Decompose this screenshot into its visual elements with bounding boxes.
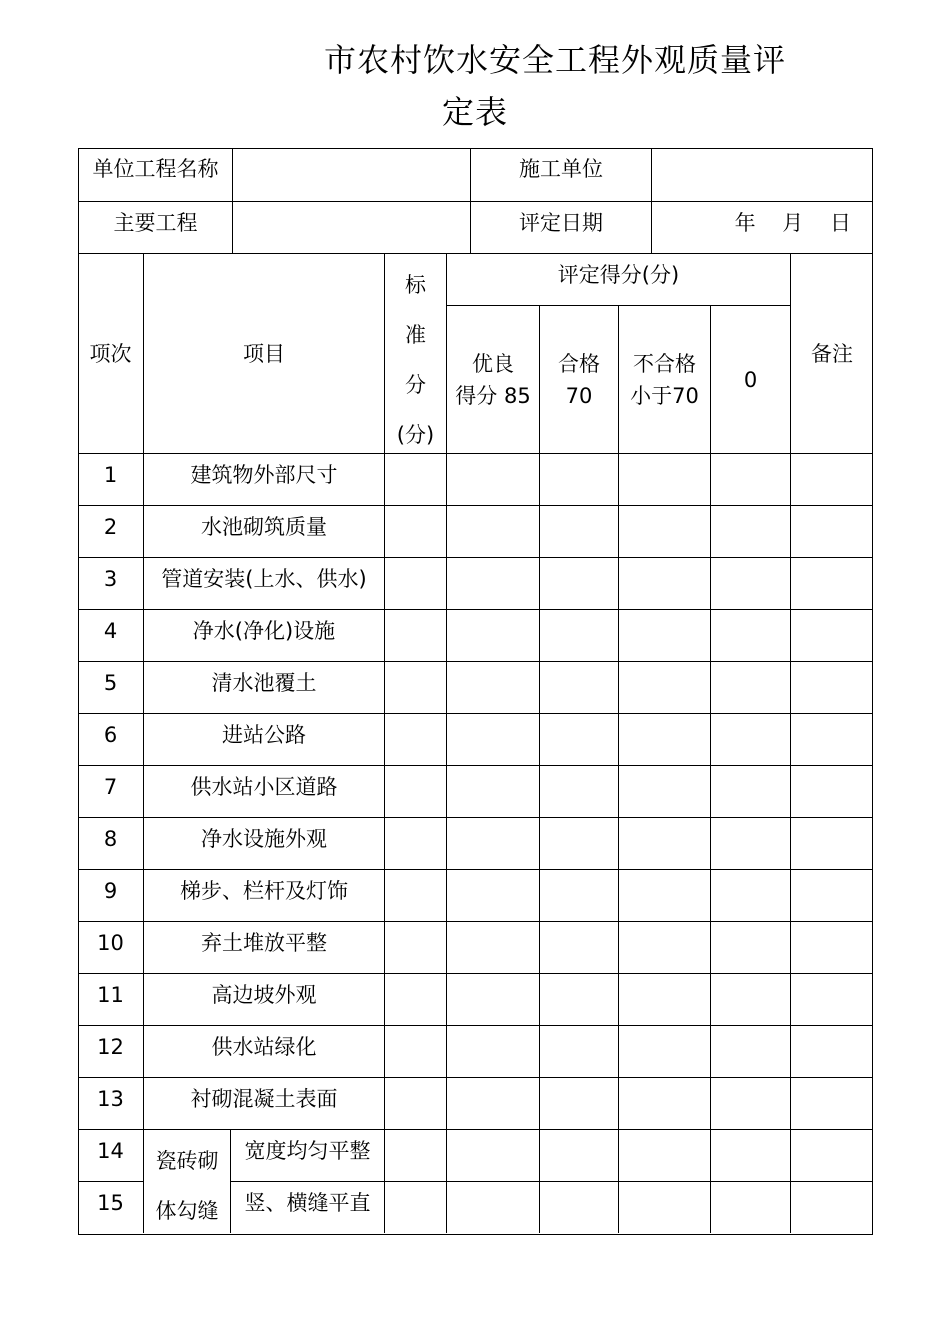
group-label [143, 1129, 230, 1233]
row-excellent[interactable] [446, 453, 539, 505]
row-index: 15 [78, 1181, 143, 1233]
row-item: 清水池覆土 [143, 661, 384, 713]
row-fail[interactable] [618, 609, 710, 661]
row-item: 净水(净化)设施 [143, 609, 384, 661]
row-fail[interactable] [618, 505, 710, 557]
row-index: 4 [78, 609, 143, 661]
row-standard[interactable] [384, 661, 446, 713]
page-title: 市农村饮水安全工程外观质量评 [323, 41, 786, 79]
pass-line2: 70 [565, 383, 593, 408]
group-label-line2: 体勾缝 [155, 1199, 219, 1223]
row-standard[interactable] [384, 1181, 446, 1233]
unit-project-label: 单位工程名称 [92, 157, 219, 181]
row-zero[interactable] [710, 1129, 790, 1181]
row-fail[interactable] [618, 1181, 710, 1233]
row-index: 9 [78, 869, 143, 921]
row-item: 水池砌筑质量 [143, 505, 384, 557]
row-standard[interactable] [384, 869, 446, 921]
contractor-value[interactable] [651, 148, 873, 201]
row-remarks[interactable] [790, 765, 873, 817]
contractor-label: 施工单位 [470, 148, 651, 201]
row-excellent[interactable] [446, 661, 539, 713]
fail-line2: 小于70 [630, 383, 699, 408]
row-remarks[interactable] [790, 1025, 873, 1077]
row-remarks[interactable] [790, 505, 873, 557]
row-item: 宽度均匀平整 [230, 1129, 384, 1181]
row-item: 供水站小区道路 [143, 765, 384, 817]
row-excellent[interactable] [446, 1077, 539, 1129]
row-standard[interactable] [384, 1129, 446, 1181]
row-index: 3 [78, 557, 143, 609]
standard-char-1: 标 [405, 273, 426, 297]
row-remarks[interactable] [790, 713, 873, 765]
row-zero[interactable] [710, 557, 790, 609]
row-fail[interactable] [618, 1025, 710, 1077]
row-pass[interactable] [539, 1129, 618, 1181]
row-index: 1 [78, 453, 143, 505]
row-fail[interactable] [618, 869, 710, 921]
row-index: 12 [78, 1025, 143, 1077]
row-item: 高边坡外观 [143, 973, 384, 1025]
main-project-value[interactable] [232, 201, 470, 253]
row-standard[interactable] [384, 609, 446, 661]
score-group-header: 评定得分(分) [446, 253, 790, 305]
col-standard-header [384, 253, 446, 453]
excellent-line2: 得分 85 [455, 383, 531, 408]
excellent-line1: 优良 [472, 351, 514, 376]
row-pass[interactable] [539, 817, 618, 869]
row-index: 11 [78, 973, 143, 1025]
row-pass[interactable] [539, 453, 618, 505]
row-pass[interactable] [539, 1077, 618, 1129]
row-fail[interactable] [618, 557, 710, 609]
row-standard[interactable] [384, 505, 446, 557]
row-excellent[interactable] [446, 765, 539, 817]
row-pass[interactable] [539, 713, 618, 765]
group-label-line1: 瓷砖砌 [155, 1149, 219, 1173]
row-pass[interactable] [539, 973, 618, 1025]
row-index: 2 [78, 505, 143, 557]
row-zero[interactable] [710, 765, 790, 817]
row-standard[interactable] [384, 713, 446, 765]
row-remarks[interactable] [790, 973, 873, 1025]
row-zero[interactable] [710, 609, 790, 661]
row-item: 管道安装(上水、供水) [143, 557, 384, 609]
row-item: 建筑物外部尺寸 [143, 453, 384, 505]
row-pass[interactable] [539, 1025, 618, 1077]
row-zero[interactable] [710, 1025, 790, 1077]
row-index: 10 [78, 921, 143, 973]
row-item: 弃土堆放平整 [143, 921, 384, 973]
standard-char-4: (分) [396, 423, 435, 447]
row-zero[interactable] [710, 921, 790, 973]
row-fail[interactable] [618, 661, 710, 713]
row-remarks[interactable] [790, 921, 873, 973]
row-item: 梯步、栏杆及灯饰 [143, 869, 384, 921]
row-excellent[interactable] [446, 921, 539, 973]
row-pass[interactable] [539, 869, 618, 921]
row-item: 进站公路 [143, 713, 384, 765]
row-pass[interactable] [539, 765, 618, 817]
col-excellent-header [446, 305, 539, 453]
row-index: 13 [78, 1077, 143, 1129]
row-excellent[interactable] [446, 869, 539, 921]
col-item-header: 项目 [143, 253, 384, 453]
row-remarks[interactable] [790, 817, 873, 869]
evaluation-table [78, 148, 873, 1235]
row-index: 7 [78, 765, 143, 817]
row-fail[interactable] [618, 1077, 710, 1129]
row-zero[interactable] [710, 713, 790, 765]
row-remarks[interactable] [790, 869, 873, 921]
row-remarks[interactable] [790, 1077, 873, 1129]
col-zero-header: 0 [710, 305, 790, 453]
fail-line1: 不合格 [633, 351, 696, 376]
row-item: 供水站绿化 [143, 1025, 384, 1077]
row-index: 6 [78, 713, 143, 765]
row-pass[interactable] [539, 661, 618, 713]
row-remarks[interactable] [790, 661, 873, 713]
row-fail[interactable] [618, 713, 710, 765]
row-remarks[interactable] [790, 453, 873, 505]
standard-char-3: 分 [405, 373, 426, 397]
row-remarks[interactable] [790, 609, 873, 661]
main-project-label: 主要工程 [78, 201, 233, 253]
row-pass[interactable] [539, 505, 618, 557]
row-fail[interactable] [618, 921, 710, 973]
row-standard[interactable] [384, 1025, 446, 1077]
row-zero[interactable] [710, 505, 790, 557]
row-remarks[interactable] [790, 1181, 873, 1233]
row-excellent[interactable] [446, 609, 539, 661]
row-zero[interactable] [710, 1077, 790, 1129]
row-item: 净水设施外观 [143, 817, 384, 869]
row-standard[interactable] [384, 1077, 446, 1129]
row-zero[interactable] [710, 973, 790, 1025]
row-standard[interactable] [384, 921, 446, 973]
row-excellent[interactable] [446, 557, 539, 609]
row-zero[interactable] [710, 1181, 790, 1233]
row-pass[interactable] [539, 609, 618, 661]
row-fail[interactable] [618, 1129, 710, 1181]
col-remarks-header: 备注 [790, 253, 873, 453]
row-fail[interactable] [618, 453, 710, 505]
row-standard[interactable] [384, 765, 446, 817]
row-excellent[interactable] [446, 1129, 539, 1181]
eval-date-label: 评定日期 [470, 201, 651, 253]
row-excellent[interactable] [446, 505, 539, 557]
eval-date-value[interactable]: 年 月 日 [651, 201, 873, 253]
row-zero[interactable] [710, 817, 790, 869]
col-fail-header [618, 305, 710, 453]
row-zero[interactable] [710, 453, 790, 505]
row-standard[interactable] [384, 973, 446, 1025]
standard-char-2: 准 [405, 323, 426, 347]
row-remarks[interactable] [790, 1129, 873, 1181]
row-excellent[interactable] [446, 973, 539, 1025]
row-item: 竖、横缝平直 [230, 1181, 384, 1233]
page-title-line2: 定表 [441, 93, 508, 131]
col-pass-header [539, 305, 618, 453]
row-excellent[interactable] [446, 817, 539, 869]
row-excellent[interactable] [446, 1181, 539, 1233]
row-zero[interactable] [710, 869, 790, 921]
row-fail[interactable] [618, 817, 710, 869]
row-index: 5 [78, 661, 143, 713]
unit-project-value[interactable] [232, 148, 470, 201]
row-remarks[interactable] [790, 557, 873, 609]
row-excellent[interactable] [446, 1025, 539, 1077]
row-pass[interactable] [539, 921, 618, 973]
row-pass[interactable] [539, 557, 618, 609]
row-fail[interactable] [618, 765, 710, 817]
row-pass[interactable] [539, 1181, 618, 1233]
row-standard[interactable] [384, 557, 446, 609]
row-standard[interactable] [384, 453, 446, 505]
col-index-header: 项次 [78, 253, 143, 453]
row-index: 8 [78, 817, 143, 869]
row-index: 14 [78, 1129, 143, 1181]
row-zero[interactable] [710, 661, 790, 713]
row-item: 衬砌混凝土表面 [143, 1077, 384, 1129]
row-fail[interactable] [618, 973, 710, 1025]
row-excellent[interactable] [446, 713, 539, 765]
row-standard[interactable] [384, 817, 446, 869]
pass-line1: 合格 [558, 351, 600, 376]
